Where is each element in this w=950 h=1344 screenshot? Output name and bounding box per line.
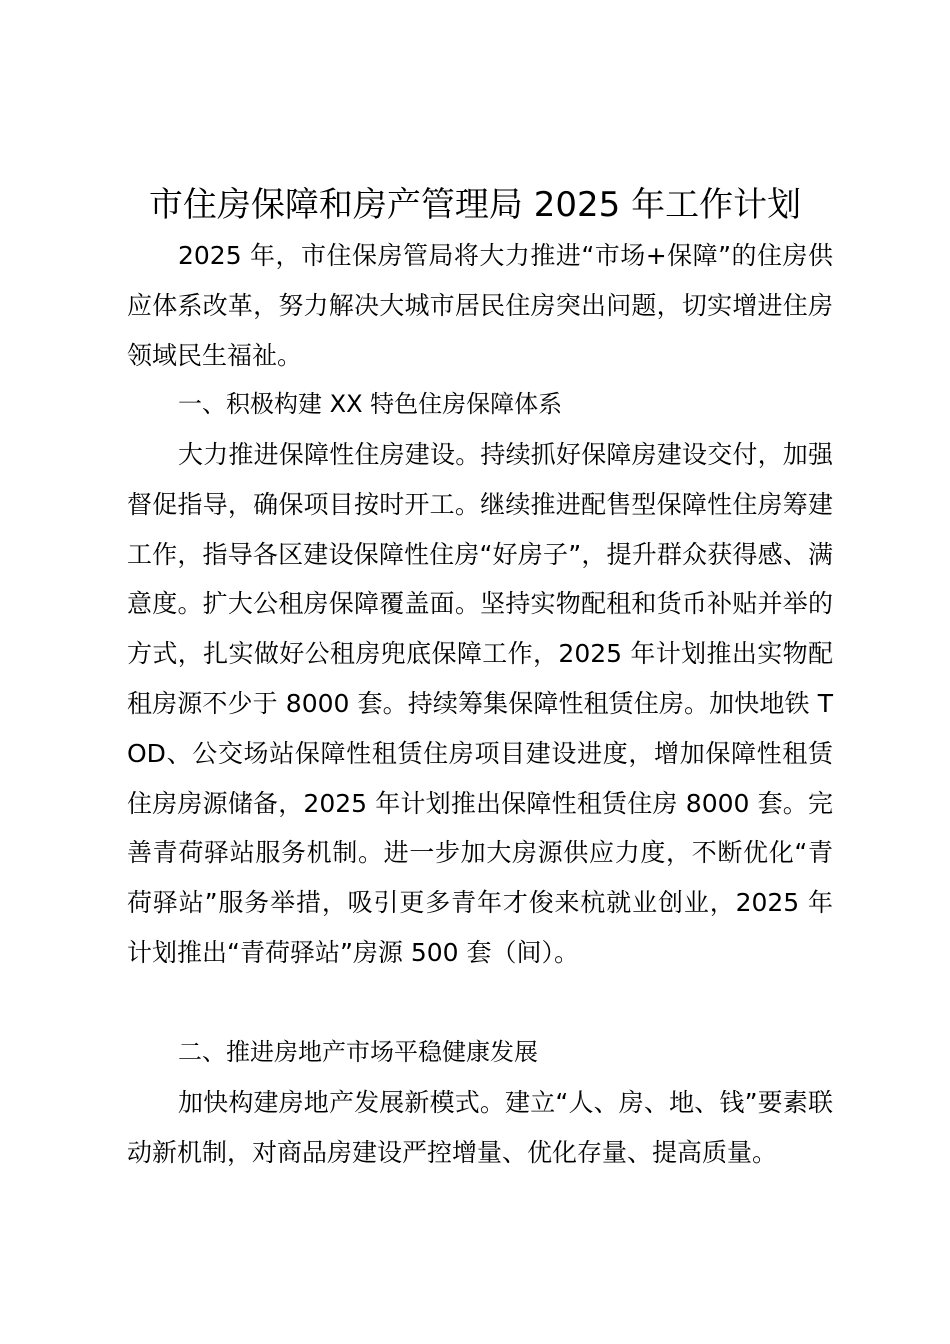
section-2-heading-block	[127, 1028, 833, 1078]
intro-paragraph: 2025 年，市住保房管局将大力推进“市场+保障”的住房供应体系改革，努力解决大城市居民住房突出问题，切实增进住房领域民生福祉。	[127, 241, 833, 370]
section-1-body-block	[127, 430, 833, 978]
section-2-body-block	[127, 1078, 833, 1178]
section-paragraph: 加快构建房地产发展新模式。建立“人、房、地、钱”要素联动新机制，对商品房建设严控增量、优化存量、提高质量。	[127, 1088, 833, 1167]
intro-block	[127, 231, 833, 380]
section-heading: 一、积极构建 XX 特色住房保障体系	[178, 390, 563, 418]
section-heading: 二、推进房地产市场平稳健康发展	[178, 1038, 538, 1066]
section-1-heading-block	[127, 380, 833, 430]
section-paragraph: 大力推进保障性住房建设。持续抓好保障房建设交付，加强督促指导，确保项目按时开工。继续推进配售型保障性住房筹建工作，指导各区建设保障性住房“好房子”，提升群众获得感、满意度。扩大公租房保障覆盖面。坚持实物配租和货币补贴并举的方式，扎实做好公租房兜底保障工作，2025 年计划推出实物配租房源不少于 8000 套。持续筹集保障性租赁住房。加快地铁 TOD、公交场站保障性租赁住房项目建设进度，增加保障性租赁住房房源储备，2025 年计划推出保障性租赁住房 8000 套。完善青荷驿站服务机制。进一步加大房源供应力度，不断优化“青荷驿站”服务举措，吸引更多青年才俊来杭就业创业，2025 年计划推出“青荷驿站”房源 500 套（间）。	[127, 440, 833, 967]
document-title: 市住房保障和房产管理局 2025 年工作计划	[148, 185, 802, 225]
